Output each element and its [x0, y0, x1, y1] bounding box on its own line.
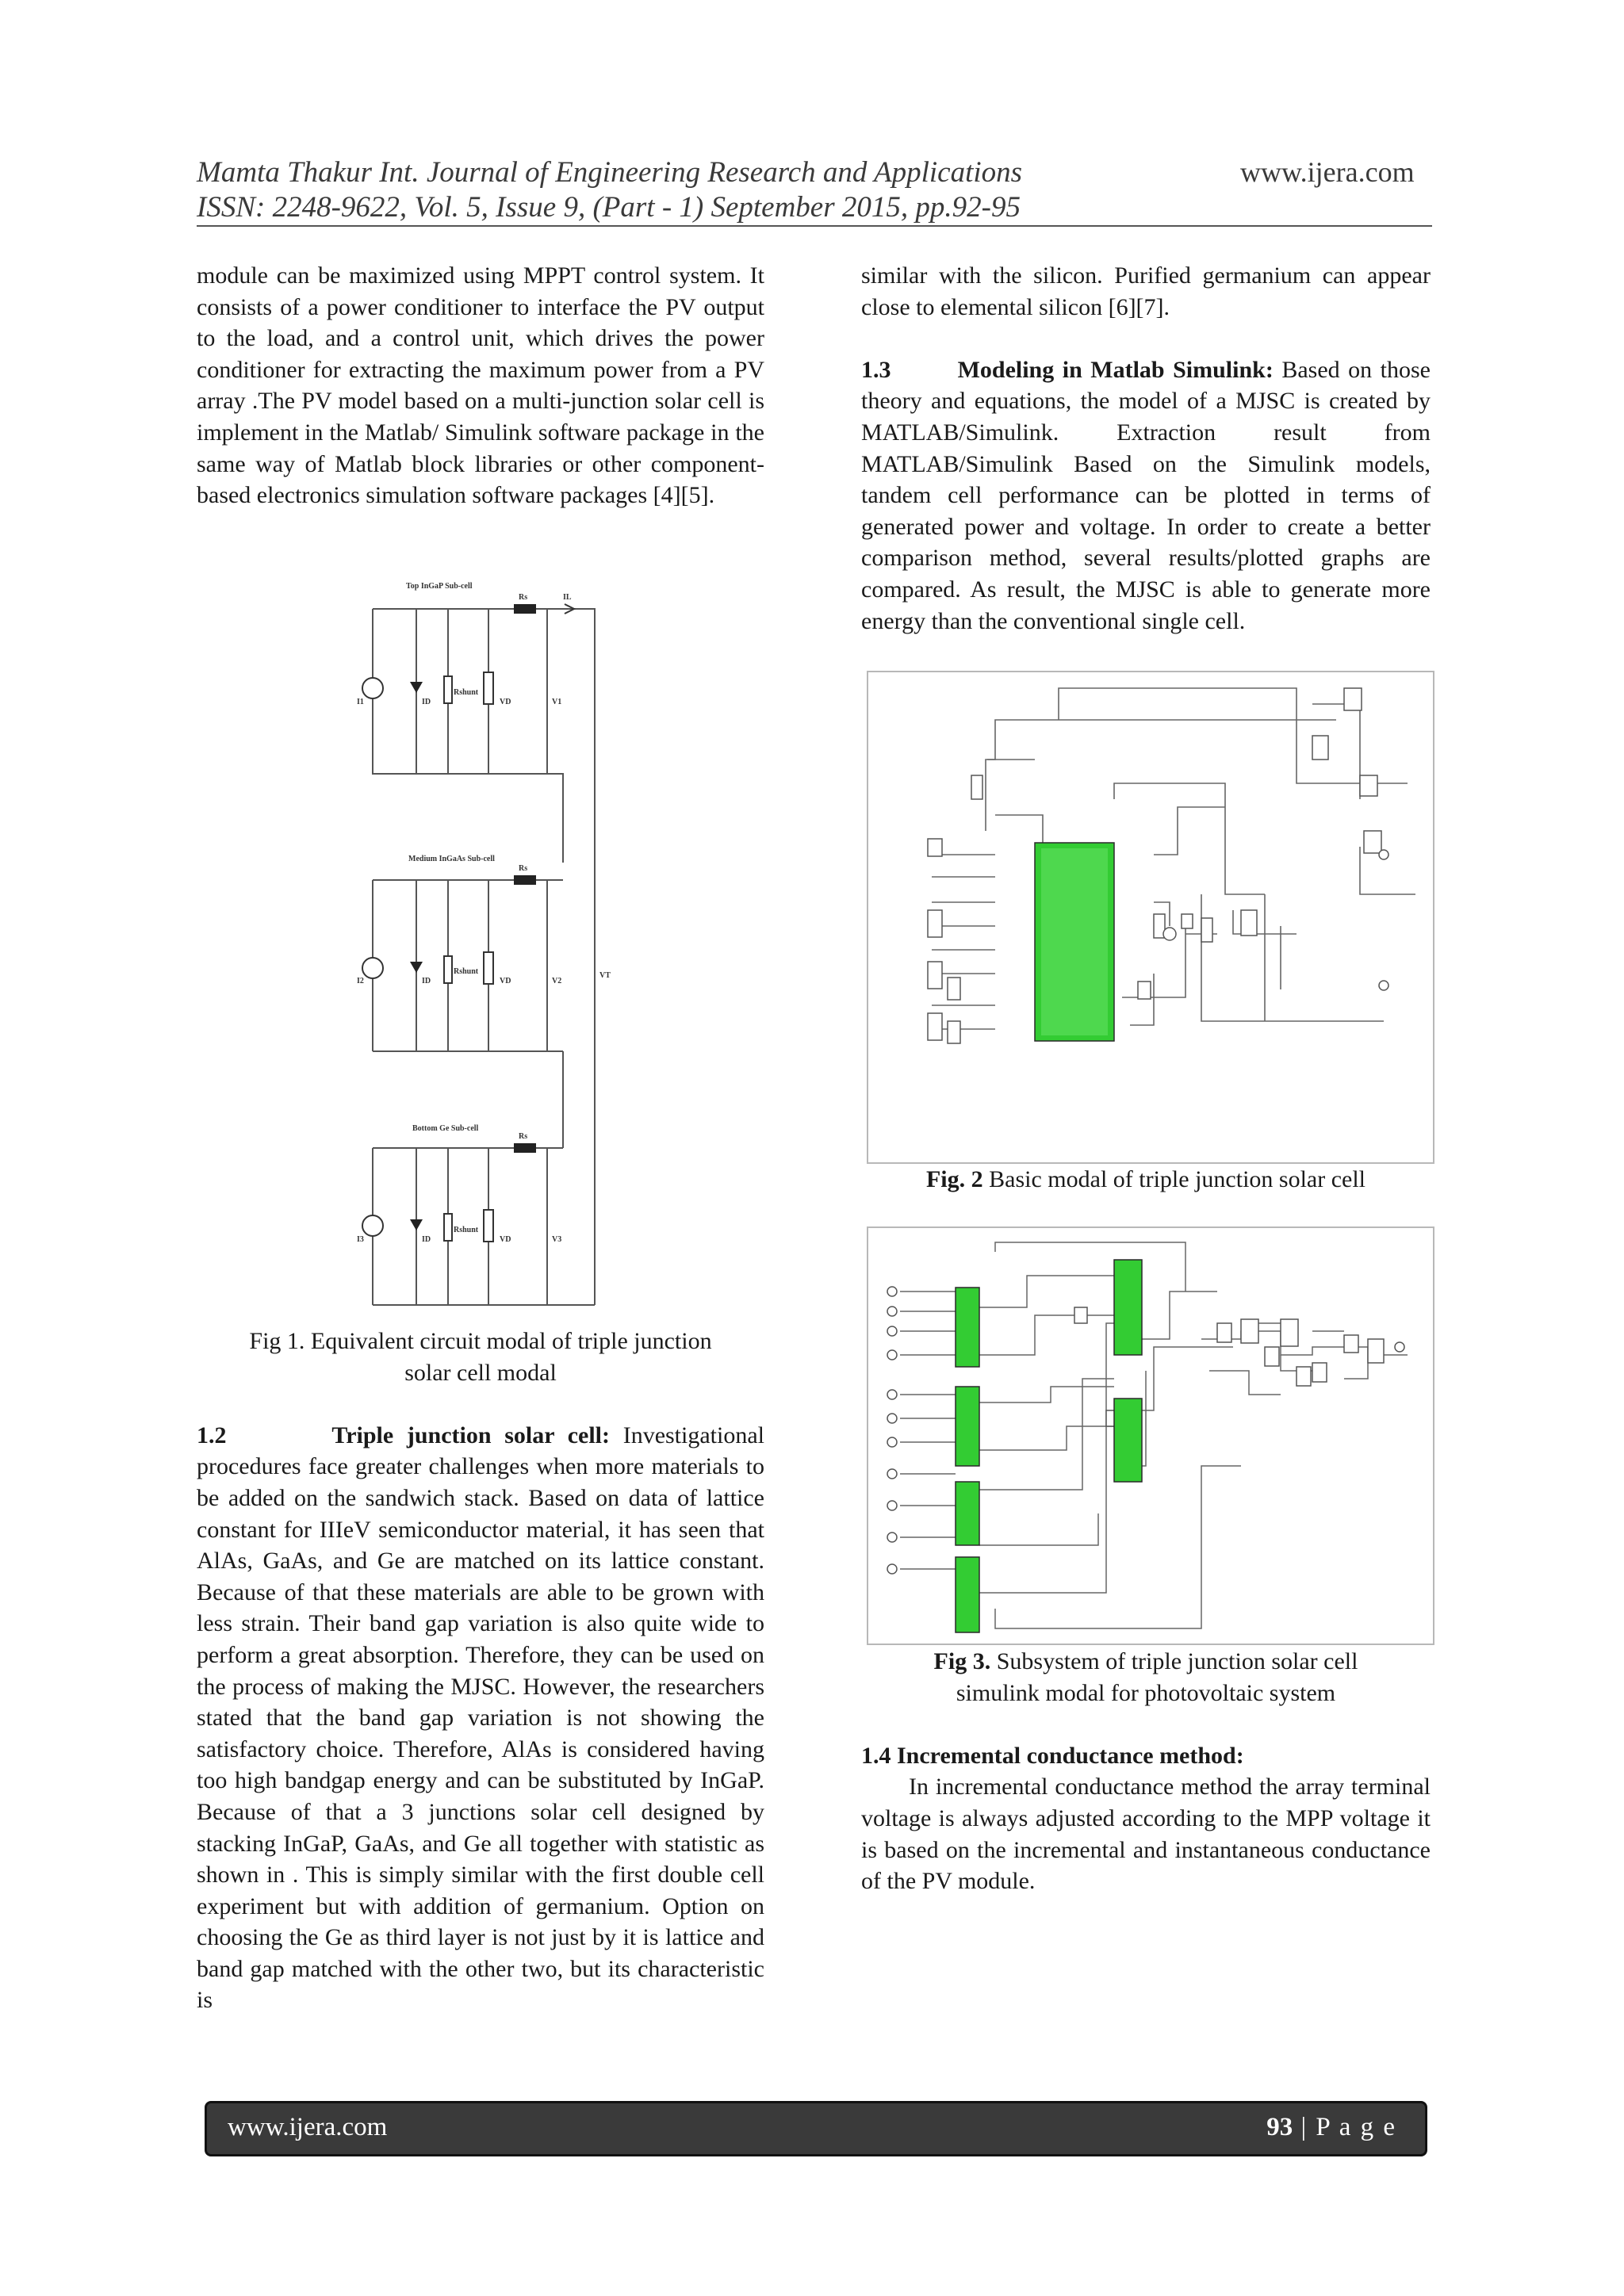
fig3-caption-line2: simulink modal for photovoltaic system: [956, 1679, 1336, 1706]
section-1-2-heading: 1.2 Triple junction solar cell:: [197, 1422, 611, 1448]
fig1-circuit-diagram: [333, 577, 619, 1314]
section-1-2: [197, 1420, 764, 2016]
fig1-caption-line1: Fig 1. Equivalent circuit modal of triple junction: [249, 1328, 712, 1354]
fig1-sub3-id: ID: [422, 1235, 431, 1244]
fig2-caption-label: Fig. 2: [925, 1166, 983, 1192]
fig1-sub2-id: ID: [422, 977, 431, 985]
fig2-caption: [861, 1164, 1431, 1196]
section-1-3-heading: 1.3 Modeling in Matlab Simulink:: [861, 356, 1274, 383]
fig1-rs-top: Rs: [519, 593, 528, 602]
fig1-sub3-v: V3: [552, 1235, 562, 1244]
fig2-caption-text: Basic modal of triple junction solar cell: [982, 1166, 1366, 1192]
page-footer: [205, 2101, 1427, 2156]
fig3-caption-text: Subsystem of triple junction solar cell: [990, 1648, 1358, 1674]
fig1-sub1-rsh: Rshunt: [454, 688, 479, 697]
fig1-sub3-rsh: Rshunt: [454, 1226, 479, 1234]
fig1-sub3-isc: I3: [357, 1235, 364, 1244]
fig1-sub2-rsh: Rshunt: [454, 967, 479, 976]
fig1-il: IL: [563, 593, 572, 602]
fig1-caption-line2: solar cell modal: [404, 1359, 557, 1386]
fig1-sub1-vd: VD: [500, 698, 511, 706]
fig3-block-5: [1114, 1260, 1142, 1355]
footer-site[interactable]: www.ijera.com: [228, 2113, 388, 2141]
section-1-2-text: Investigational procedures face greater challenges when more materials to be added on the sandwich stack. Based on data of lattice constant for IIIeV semiconductor material, it has seen that AlAs, GaAs, and Ge are matched on its lattice constant. Because of that these materials are able to be grown with less strain. Their band gap variation is also quite wide to perform a great absorption. Therefore, they can be used on the process of making the MJSC. However, the researchers stated that the band gap variation is not showing the satisfactory choice. Therefore, AlAs is considered having too high bandgap energy and can be substituted by InGaP. Because of that a 3 junctions solar cell designed by stacking InGaP, GaAs, and Ge all together with statistic as shown in . This is simply similar with the first double cell experiment but with addition of germanium. Option on choosing the Ge as third layer is not just by it is lattice and band gap matched with the other two, but its characteristic is: [197, 1422, 764, 2014]
fig3-block-2: [956, 1387, 979, 1466]
fig1-sub2-isc: I2: [357, 977, 364, 985]
fig3-caption-line1: [861, 1646, 1431, 1678]
header-rule: [197, 225, 1432, 227]
journal-url[interactable]: www.ijera.com: [1240, 156, 1415, 188]
fig1-rs-mid: Rs: [519, 864, 528, 873]
page-word: | P a g e: [1293, 2113, 1396, 2141]
fig1-label-top: Top InGaP Sub-cell: [406, 582, 473, 591]
intro-paragraph: module can be maximized using MPPT control system. It consists of a power conditioner to interface the PV output to the load, and a control unit, which drives the power conditioner for extracting the maximum power from a PV array .The PV model based on a multi-junction solar cell is implement in the Matlab/ Simulink software package in the same way of Matlab block libraries or other component-based electronics simulation software packages [4][5].: [197, 262, 764, 509]
fig1-sub1-id: ID: [422, 698, 431, 706]
section-1-4-text: In incremental conductance method the array terminal voltage is always adjusted according to the MPP voltage it is based on the incremental and instantaneous conductance of the PV module.: [861, 1774, 1431, 1895]
journal-title: Mamta Thakur Int. Journal of Engineering Research and Applications: [197, 156, 1023, 189]
fig1-sub2-v: V2: [552, 977, 562, 985]
fig3-caption-label: Fig 3.: [933, 1648, 991, 1674]
fig1-label-mid: Medium InGaAs Sub-cell: [408, 855, 495, 863]
fig1-sub2-vd: VD: [500, 977, 511, 985]
left-column-bottom: [197, 1326, 764, 2016]
issue-info: ISSN: 2248-9622, Vol. 5, Issue 9, (Part - 1) September 2015, pp.92-95: [197, 191, 1021, 224]
right-column-bottom: [861, 1646, 1431, 1897]
continued-paragraph: similar with the silicon. Purified germanium can appear close to elemental silicon [6][7].: [861, 262, 1431, 320]
fig3-block-4: [956, 1557, 979, 1632]
fig3-block-1: [956, 1288, 979, 1367]
section-1-4-heading: 1.4 Incremental conductance method:: [861, 1742, 1244, 1769]
page-number: 93: [1266, 2113, 1293, 2141]
right-column-top: [861, 260, 1431, 637]
fig2-simulink-model: [868, 672, 1431, 1161]
section-1-3-text: Based on those theory and equations, the model of a MJSC is created by MATLAB/Simulink. Extraction result from MATLAB/Simulink Based on the Simulink models, tandem cell performance can be plotted in terms of generated power and voltage. In order to create a better comparison method, several results/plotted graphs are compared. As result, the MJSC is able to generate more energy than the conventional single cell.: [861, 356, 1431, 634]
fig3-simulink-subsystem: [868, 1228, 1431, 1640]
fig2-caption-line: [861, 1164, 1431, 1196]
fig3-block-6: [1114, 1399, 1142, 1482]
section-1-3: [861, 354, 1431, 637]
fig1-sub1-isc: I1: [357, 698, 364, 706]
fig1-sub1-v: V1: [552, 698, 562, 706]
fig1-label-bot: Bottom Ge Sub-cell: [412, 1124, 479, 1133]
footer-page: [1266, 2113, 1396, 2142]
left-column-top: [197, 260, 764, 511]
fig1-rs-bot: Rs: [519, 1132, 528, 1141]
fig1-sub3-vd: VD: [500, 1235, 511, 1244]
fig1-vt: VT: [599, 971, 611, 980]
fig3-block-3: [956, 1482, 979, 1545]
